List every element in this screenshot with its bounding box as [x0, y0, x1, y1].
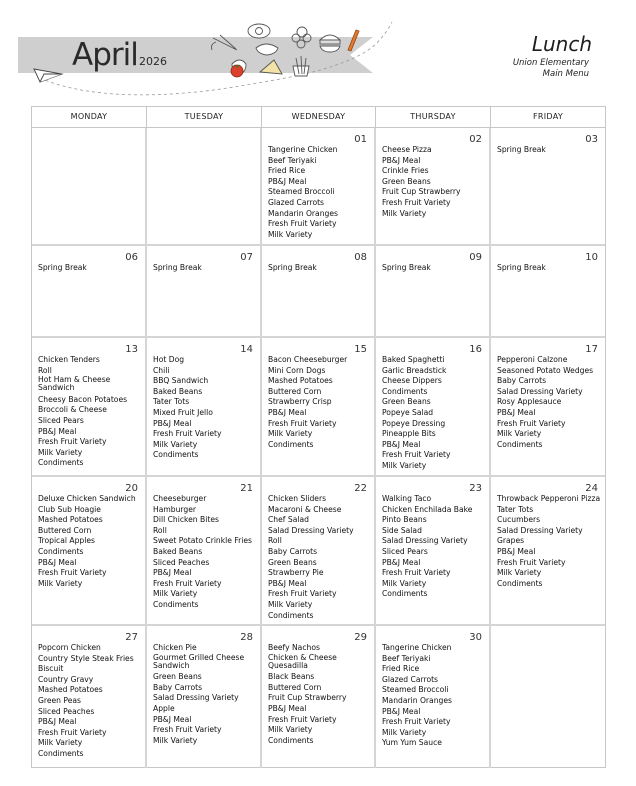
menu-item: Milk Variety — [268, 725, 313, 735]
menu-item: Fresh Fruit Variety — [382, 568, 451, 578]
menu-item: Biscuit — [38, 664, 64, 674]
menu-item: Condiments — [38, 458, 84, 468]
menu-item: Green Beans — [153, 672, 202, 682]
menu-item: Spring Break — [153, 263, 202, 272]
menu-item: PB&J Meal — [382, 557, 421, 567]
day-number: 13 — [125, 344, 138, 355]
menu-item: Salad Dressing Variety — [382, 536, 468, 546]
day-cell-01 — [262, 128, 376, 244]
menu-item: Green Beans — [382, 176, 431, 186]
menu-item: Cheesy Bacon Potatoes — [38, 394, 128, 404]
menu-item: Glazed Carrots — [382, 674, 439, 684]
menu-item: Gourmet Grilled Cheese Sandwich — [153, 652, 245, 670]
menu-item: Club Sub Hoagie — [38, 504, 101, 514]
menu-item: Fruit Cup Strawberry — [382, 187, 461, 197]
menu-item: Milk Variety — [382, 460, 427, 470]
menu-item-list — [268, 263, 370, 274]
menu-item: Fried Rice — [382, 664, 420, 674]
day-cell-27 — [32, 626, 147, 768]
menu-item-list — [153, 263, 256, 274]
menu-item: Baby Carrots — [268, 546, 318, 556]
menu-item: Spring Break — [268, 263, 317, 272]
menu-item: Baked Beans — [153, 546, 203, 556]
week-row — [32, 128, 605, 246]
day-cell-28 — [147, 626, 262, 768]
menu-item: Hamburger — [153, 504, 196, 514]
menu-item: Spring Break — [497, 263, 546, 272]
menu-item: Fresh Fruit Variety — [497, 557, 566, 567]
menu-item: Fresh Fruit Variety — [268, 219, 337, 229]
menu-item: Milk Variety — [38, 578, 83, 588]
menu-item: Salad Dressing Variety — [153, 693, 239, 703]
menu-item-list — [38, 355, 141, 469]
calendar-weeks — [32, 128, 605, 768]
menu-item: Chef Salad — [268, 515, 309, 525]
menu-item: Mandarin Oranges — [382, 695, 452, 705]
menu-item: Condiments — [38, 546, 84, 556]
menu-item: Bacon Cheeseburger — [268, 355, 348, 364]
menu-item: Cucumbers — [497, 515, 541, 525]
menu-item: PB&J Meal — [38, 557, 77, 567]
menu-item: Milk Variety — [38, 738, 83, 748]
menu-item: Mixed Fruit Jello — [153, 407, 213, 417]
menu-item: Milk Variety — [268, 599, 313, 609]
menu-item: Country Gravy — [38, 674, 94, 684]
menu-item: Strawberry Crisp — [268, 397, 332, 407]
menu-item: Buttered Corn — [38, 525, 92, 535]
menu-item: Baby Carrots — [153, 682, 203, 692]
menu-item: Milk Variety — [153, 735, 198, 745]
day-number: 07 — [240, 252, 253, 263]
menu-item: Fresh Fruit Variety — [382, 197, 451, 207]
menu-item: Garlic Breadstick — [382, 365, 447, 375]
menu-item: Baked Beans — [153, 386, 203, 396]
day-number: 21 — [240, 483, 253, 494]
school-name: Union Elementary — [512, 58, 589, 68]
menu-item: Spring Break — [38, 263, 87, 272]
menu-item: PB&J Meal — [38, 426, 77, 436]
week-row — [32, 626, 605, 768]
menu-item: Condiments — [497, 439, 543, 449]
menu-item: Milk Variety — [382, 578, 427, 588]
menu-item: Fresh Fruit Variety — [38, 727, 107, 737]
menu-item: Green Beans — [268, 557, 317, 567]
week-row — [32, 477, 605, 626]
menu-item: Throwback Pepperoni Pizza — [497, 494, 601, 503]
menu-item: Country Style Steak Fries — [38, 653, 134, 663]
day-cell-02 — [376, 128, 491, 244]
menu-item: Apple — [153, 703, 175, 713]
menu-item: Glazed Carrots — [268, 197, 325, 207]
day-number: 17 — [585, 344, 598, 355]
weekday-wednesday: WEDNESDAY — [262, 107, 376, 127]
menu-item: Grapes — [497, 536, 525, 546]
menu-item: Salad Dressing Variety — [497, 386, 583, 396]
menu-item: Baby Carrots — [497, 376, 547, 386]
menu-item: PB&J Meal — [268, 176, 307, 186]
menu-item-list — [268, 643, 370, 746]
menu-item-list — [153, 494, 256, 611]
menu-item: Chicken Pie — [153, 643, 197, 652]
menu-item: Condiments — [497, 578, 543, 588]
menu-item: Condiments — [38, 748, 84, 758]
menu-item-list — [497, 494, 601, 589]
menu-item: Tropical Apples — [38, 536, 95, 546]
menu-item: Popeye Dressing — [382, 418, 446, 428]
menu-item: Beef Teriyaki — [382, 653, 431, 663]
day-number: 24 — [585, 483, 598, 494]
menu-calendar — [31, 106, 606, 768]
menu-item: Sweet Potato Crinkle Fries — [153, 536, 253, 546]
menu-item: Buttered Corn — [268, 386, 322, 396]
menu-item: Cheese Dippers — [382, 376, 442, 386]
empty-day-cell — [147, 128, 262, 244]
day-number: 02 — [469, 134, 482, 145]
menu-item: Macaroni & Cheese — [268, 504, 342, 514]
menu-item-list — [382, 145, 485, 219]
menu-item: Black Beans — [268, 672, 315, 682]
menu-item: Tangerine Chicken — [382, 643, 452, 652]
menu-item: PB&J Meal — [497, 407, 536, 417]
menu-item: Fresh Fruit Variety — [153, 429, 222, 439]
menu-item: Dill Chicken Bites — [153, 515, 219, 525]
menu-item: Cheese Pizza — [382, 145, 432, 154]
menu-item: Fried Rice — [268, 166, 306, 176]
menu-item: Condiments — [153, 599, 199, 609]
menu-item-list — [153, 355, 256, 461]
menu-item: Milk Variety — [153, 439, 198, 449]
day-cell-10 — [491, 246, 605, 336]
day-number: 03 — [585, 134, 598, 145]
menu-item: Fresh Fruit Variety — [268, 418, 337, 428]
menu-item-list — [382, 494, 485, 600]
weekday-friday: FRIDAY — [532, 112, 564, 121]
menu-item: Popcorn Chicken — [38, 643, 101, 652]
menu-item: Chicken Tenders — [38, 355, 100, 364]
menu-item-list — [38, 643, 141, 760]
day-number: 08 — [354, 252, 367, 263]
menu-item: Fresh Fruit Variety — [153, 725, 222, 735]
day-cell-29 — [262, 626, 376, 768]
menu-item: Strawberry Pie — [268, 568, 324, 578]
menu-item: Mashed Potatoes — [268, 376, 333, 386]
menu-item: Tater Tots — [497, 504, 534, 514]
menu-item: Condiments — [268, 439, 314, 449]
menu-item: Mandarin Oranges — [268, 208, 338, 218]
menu-item: Chicken & Cheese Quesadilla — [268, 652, 337, 670]
menu-item-list — [497, 263, 601, 274]
day-cell-06 — [32, 246, 147, 336]
menu-item: Milk Variety — [382, 208, 427, 218]
menu-item: PB&J Meal — [268, 407, 307, 417]
menu-item: Salad Dressing Variety — [497, 525, 583, 535]
week-row — [32, 338, 605, 477]
menu-item-list — [497, 145, 601, 156]
day-cell-30 — [376, 626, 491, 768]
day-number: 20 — [125, 483, 138, 494]
menu-item: Steamed Broccoli — [382, 685, 449, 695]
menu-item-list — [382, 263, 485, 274]
menu-item: Fresh Fruit Variety — [153, 578, 222, 588]
menu-item: PB&J Meal — [268, 578, 307, 588]
menu-item: Fresh Fruit Variety — [38, 437, 107, 447]
menu-item: PB&J Meal — [382, 706, 421, 716]
menu-item: PB&J Meal — [497, 546, 536, 556]
menu-item: Spring Break — [382, 263, 431, 272]
day-number: 27 — [125, 632, 138, 643]
day-cell-08 — [262, 246, 376, 336]
menu-item: PB&J Meal — [268, 703, 307, 713]
day-number: 10 — [585, 252, 598, 263]
day-cell-15 — [262, 338, 376, 475]
day-cell-22 — [262, 477, 376, 624]
menu-item: Buttered Corn — [268, 682, 322, 692]
menu-item: Green Beans — [382, 397, 431, 407]
menu-item: Condiments — [268, 610, 314, 620]
menu-item-list — [38, 263, 141, 274]
day-cell-21 — [147, 477, 262, 624]
day-cell-03 — [491, 128, 605, 244]
day-number: 15 — [354, 344, 367, 355]
menu-item: Milk Variety — [38, 447, 83, 457]
menu-item: Hot Dog — [153, 355, 185, 364]
menu-item: PB&J Meal — [153, 418, 192, 428]
menu-item: Steamed Broccoli — [268, 187, 335, 197]
day-number: 14 — [240, 344, 253, 355]
menu-item: Roll — [153, 525, 167, 535]
menu-item: Fresh Fruit Variety — [268, 714, 337, 724]
menu-item: PB&J Meal — [382, 155, 421, 165]
menu-item: PB&J Meal — [153, 714, 192, 724]
menu-item: Roll — [268, 536, 282, 546]
menu-item: Condiments — [382, 386, 428, 396]
weekday-monday: MONDAY — [32, 107, 147, 127]
menu-item-list — [268, 145, 370, 240]
day-cell-20 — [32, 477, 147, 624]
menu-item: Sliced Peaches — [38, 706, 95, 716]
day-number: 22 — [354, 483, 367, 494]
day-cell-24 — [491, 477, 605, 624]
menu-item-list — [268, 494, 370, 621]
menu-item: Cheeseburger — [153, 494, 207, 503]
menu-item: Chili — [153, 365, 170, 375]
day-number: 06 — [125, 252, 138, 263]
menu-item: Pineapple Bits — [382, 429, 436, 439]
month-title: April — [72, 37, 138, 73]
menu-item: Tangerine Chicken — [268, 145, 338, 154]
menu-item: BBQ Sandwich — [153, 376, 209, 386]
menu-item: Pinto Beans — [382, 515, 427, 525]
menu-item: Hot Ham & Cheese Sandwich — [38, 375, 111, 393]
menu-item: Sliced Pears — [38, 415, 84, 425]
day-cell-17 — [491, 338, 605, 475]
menu-item: Sliced Pears — [382, 546, 428, 556]
menu-item: PB&J Meal — [153, 568, 192, 578]
menu-item: Side Salad — [382, 525, 422, 535]
menu-item: Roll — [38, 365, 52, 375]
menu-item-list — [38, 494, 141, 589]
menu-item-list — [382, 643, 485, 749]
menu-item: Salad Dressing Variety — [268, 525, 354, 535]
menu-name: Main Menu — [542, 69, 589, 79]
menu-item: Beefy Nachos — [268, 643, 320, 652]
menu-item: Milk Variety — [268, 429, 313, 439]
menu-item: Seasoned Potato Wedges — [497, 365, 594, 375]
menu-title: Lunch — [531, 32, 592, 56]
menu-item: Chicken Enchilada Bake — [382, 504, 473, 514]
day-number: 01 — [354, 134, 367, 145]
menu-item: Fresh Fruit Variety — [382, 450, 451, 460]
menu-item: Condiments — [268, 735, 314, 745]
day-number: 09 — [469, 252, 482, 263]
menu-item: Walking Taco — [382, 494, 432, 503]
weekday-tuesday: TUESDAY — [147, 107, 262, 127]
menu-item: Rosy Applesauce — [497, 397, 562, 407]
menu-item: Yum Yum Sauce — [382, 738, 442, 748]
day-number: 28 — [240, 632, 253, 643]
menu-item: Condiments — [382, 589, 428, 599]
weekday-thursday: THURSDAY — [376, 107, 491, 127]
day-cell-09 — [376, 246, 491, 336]
menu-item: Baked Spaghetti — [382, 355, 445, 364]
menu-item: Deluxe Chicken Sandwich — [38, 494, 136, 503]
weekday-header-row — [32, 107, 605, 128]
menu-item: PB&J Meal — [38, 717, 77, 727]
year-label: 2026 — [139, 55, 167, 68]
menu-item: Sliced Peaches — [153, 557, 210, 567]
menu-item-list — [497, 355, 601, 450]
menu-item: Fruit Cup Strawberry — [268, 693, 347, 703]
empty-day-cell — [32, 128, 147, 244]
day-cell-13 — [32, 338, 147, 475]
day-number: 30 — [469, 632, 482, 643]
menu-item: Chicken Sliders — [268, 494, 327, 503]
menu-item: Fresh Fruit Variety — [38, 568, 107, 578]
week-row — [32, 246, 605, 338]
day-cell-23 — [376, 477, 491, 624]
menu-item: Condiments — [153, 450, 199, 460]
menu-item: Mini Corn Dogs — [268, 365, 326, 375]
menu-item: Milk Variety — [497, 568, 542, 578]
menu-item: Milk Variety — [268, 229, 313, 239]
empty-day-cell — [491, 626, 605, 768]
menu-item: Tater Tots — [153, 397, 190, 407]
menu-item: Milk Variety — [153, 589, 198, 599]
menu-header — [0, 0, 636, 100]
menu-item-list — [268, 355, 370, 450]
menu-item: Crinkle Fries — [382, 166, 429, 176]
menu-item: Fresh Fruit Variety — [268, 589, 337, 599]
menu-item-list — [153, 643, 256, 746]
menu-item: Milk Variety — [382, 727, 427, 737]
menu-item: Mashed Potatoes — [38, 685, 103, 695]
menu-item: Beef Teriyaki — [268, 155, 317, 165]
day-number: 29 — [354, 632, 367, 643]
menu-item: Fresh Fruit Variety — [382, 717, 451, 727]
day-cell-07 — [147, 246, 262, 336]
day-number: 16 — [469, 344, 482, 355]
day-cell-14 — [147, 338, 262, 475]
menu-item: Popeye Salad — [382, 407, 434, 417]
menu-item: Fresh Fruit Variety — [497, 418, 566, 428]
menu-item: Spring Break — [497, 145, 546, 154]
day-cell-16 — [376, 338, 491, 475]
day-number: 23 — [469, 483, 482, 494]
menu-item: Milk Variety — [497, 429, 542, 439]
menu-item-list — [382, 355, 485, 472]
menu-item: Pepperoni Calzone — [497, 355, 568, 364]
menu-item: Broccoli & Cheese — [38, 405, 107, 415]
menu-item: Green Peas — [38, 695, 81, 705]
menu-item: PB&J Meal — [382, 439, 421, 449]
menu-item: Mashed Potatoes — [38, 515, 103, 525]
